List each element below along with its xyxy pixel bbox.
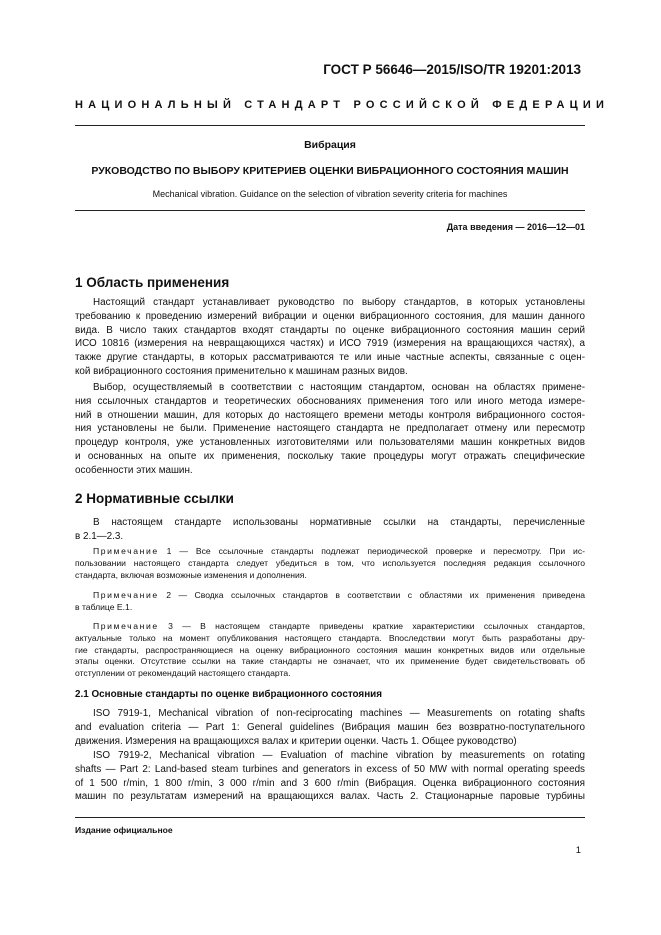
text-line: вида. В число таких стандартов входят стандарты по оценке вибрационного состояния машин серий (75, 324, 585, 336)
section-1-paragraph-1 (75, 296, 585, 379)
divider-title (75, 210, 585, 211)
text-line: ISO 7919-1, Mechanical vibration of non-reciprocating machines — Measurements on rotating shafts (93, 708, 585, 719)
text-line: процедур контроля, уже установленных изготовителями или пользователями машин конкретных видов (75, 437, 585, 449)
section-1-heading: 1 Область применения (75, 275, 230, 290)
note-text: 2 — Сводка ссылочных стандартов в соответствии с областями их применения приведена (158, 590, 585, 600)
note-text: 3 — В настоящем стандарте приведены краткие характеристики ссылочных стандартов, (158, 621, 585, 631)
text-line: отступлении от рекомендаций настоящего стандарта. (75, 668, 291, 679)
iso-7919-1-reference (75, 707, 585, 748)
section-2-paragraph (75, 516, 585, 544)
text-line (75, 590, 585, 602)
divider-footer (75, 817, 585, 818)
note-1 (75, 546, 585, 581)
iso-7919-2-reference (75, 749, 585, 804)
text-line: особенности этих машин. (75, 464, 193, 476)
text-line: актуальные только на момент опубликования настоящего стандарта. Впоследствии могут быть разработаны дру- (75, 632, 585, 643)
divider-top (75, 125, 585, 126)
text-line (75, 621, 585, 633)
note-text: 1 — Все ссылочные стандарты подлежат периодической проверке и пересмотру. При ис- (158, 546, 585, 556)
english-title: Mechanical vibration. Guidance on the selection of vibration severity criteria for machines (152, 189, 508, 199)
text-line: ния установлены не были. Применение настоящего стандарта не предполагает отмену или пересмотр (75, 423, 585, 435)
text-line: в 2.1—2.3. (75, 530, 124, 542)
text-line: Настоящий стандарт устанавливает руководство по выбору стандартов, в которых установлены (93, 297, 585, 308)
note-label: Примечание (93, 621, 159, 631)
text-line: также другие стандарты, в которых рассматриваются те или иные частные аспекты, связанные с оцен- (75, 352, 585, 364)
text-line: ИСО 10816 (измерения на невращающихся частях) и ИСО 7919 (измерения на вращающихся частях), а (75, 338, 585, 350)
subsection-2-1-heading: 2.1 Основные стандарты по оценке вибрационного состояния (75, 689, 382, 700)
text-line: shafts — Part 2: Land-based steam turbines and generators in excess of 50 MW with normal operating speeds (75, 763, 585, 775)
national-standard-banner: НАЦИОНАЛЬНЫЙ СТАНДАРТ РОССИЙСКОЙ ФЕДЕРАЦИИ (75, 99, 610, 111)
note-label: Примечание (93, 546, 159, 556)
section-2-heading: 2 Нормативные ссылки (75, 491, 234, 506)
text-line: and evaluation criteria — Part 1: General guidelines (Вибрация машин без возвратно-поступательного (75, 721, 585, 733)
note-label: Примечание (93, 590, 159, 600)
text-line: машин по результатам измерений на вращающихся валах. Часть 2. Стационарные паровые турбины (75, 791, 585, 803)
text-line: этапы оценки. Отсутствие ссылки на такие стандарты не означает, что их применение будет свидетельствовать об (75, 656, 585, 667)
page-number: 1 (575, 845, 581, 856)
text-line: гие стандарты, распространяющиеся на оценку вибрационного состояния машин конкретных видов или отдельные (75, 644, 585, 655)
text-line: пользовании настоящего стандарта следует убедиться в том, что используется последняя редакция ссылочного (75, 557, 585, 568)
effective-date: Дата введения — 2016—12—01 (446, 222, 585, 232)
section-1-paragraph-2 (75, 381, 585, 478)
note-2 (75, 590, 585, 614)
text-line: и основанных на опыте их применения, поскольку такие процедуры могут отражать специфические (75, 450, 585, 462)
official-edition-label: Издание официальное (75, 825, 173, 835)
text-line: ния ссылочных стандартов и теоретических обоснованиях применения того или иного метода измере- (75, 395, 585, 407)
text-line: движения. Измерения на вращающихся валах и критерии оценки. Часть 1. Общее руководство) (75, 735, 517, 747)
standard-code: ГОСТ Р 56646—2015/ISO/TR 19201:2013 (323, 62, 581, 77)
text-line: в таблице Е.1. (75, 601, 133, 612)
text-line (75, 546, 585, 558)
note-3 (75, 621, 585, 680)
text-line: of 1 500 r/min, 1 800 r/min, 3 000 r/min and 3 600 r/min (Вибрация. Оценка вибрационного состояния (75, 777, 585, 789)
document-title: РУКОВОДСТВО ПО ВЫБОРУ КРИТЕРИЕВ ОЦЕНКИ ВИБРАЦИОННОГО СОСТОЯНИЯ МАШИН (91, 165, 569, 177)
text-line: В настоящем стандарте использованы нормативные ссылки на стандарты, перечисленные (93, 517, 585, 528)
text-line: Выбор, осуществляемый в соответствии с настоящим стандартом, основан на областях примене- (93, 382, 585, 393)
text-line: стандарта, включая возможные изменения и дополнения. (75, 569, 307, 580)
text-line: кой вибрационного состояния применительно к машинам разных видов. (75, 365, 408, 377)
text-line: требованию к проведению измерений вибрации и оценки вибрационного состояния, для машин данного (75, 310, 585, 322)
text-line: ISO 7919-2, Mechanical vibration — Evaluation of machine vibration by measurements on rotating (93, 750, 585, 761)
text-line: ний в отношении машин, для которых до настоящего времени методы контроля вибрационного состоя- (75, 409, 585, 421)
document-subject: Вибрация (304, 139, 356, 151)
